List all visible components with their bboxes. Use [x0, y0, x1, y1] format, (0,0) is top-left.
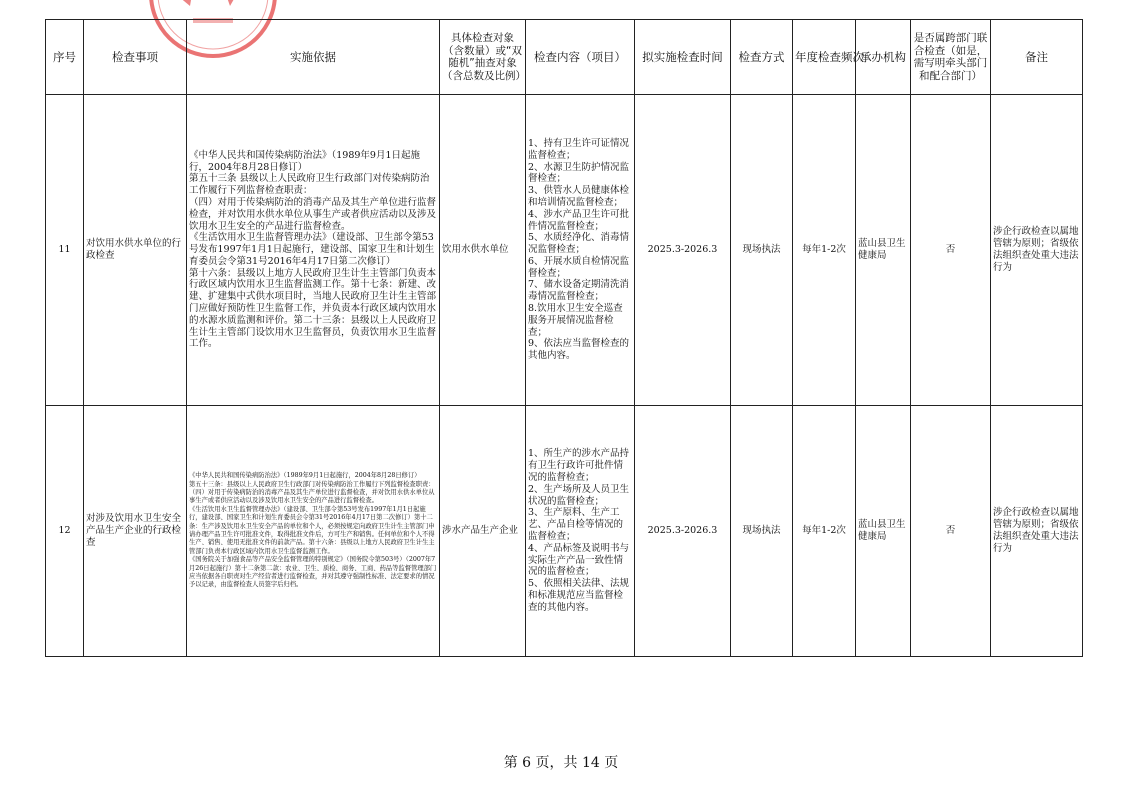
header-content: 检查内容（项目） [526, 20, 635, 95]
row-remark: 涉企行政检查以属地管辖为原则；省级依法组织查处重大违法行为 [991, 406, 1083, 657]
row-remark: 涉企行政检查以属地管辖为原则；省级依法组织查处重大违法行为 [991, 95, 1083, 406]
row-joint: 否 [911, 406, 991, 657]
row-joint: 否 [911, 95, 991, 406]
row-object: 涉水产品生产企业 [440, 406, 526, 657]
header-basis: 实施依据 [187, 20, 440, 95]
header-org: 承办机构 [856, 20, 911, 95]
row-item: 对饮用水供水单位的行政检查 [84, 95, 187, 406]
row-content: 1、持有卫生许可证情况监督检查； 2、水源卫生防护情况监督检查； 3、供管水人员健康体检和培训情况监督检查； 4、涉水产品卫生许可批件情况监督检查； 5、水质经净化、消毒情况监督检查； 6、开展水质自检情况监督检查； 7、储水设备定期清洗消毒情况监督检查； 8.饮用水卫生安全巡查服务开展情况监督检查； 9、依法应当监督检查的其他内容。 [526, 95, 635, 406]
row-time: 2025.3-2026.3 [635, 95, 731, 406]
row-method: 现场执法 [731, 406, 793, 657]
inspection-table [45, 19, 1083, 657]
row-org: 蓝山县卫生健康局 [856, 95, 911, 406]
row-seq: 11 [46, 95, 84, 406]
table-row [46, 95, 1083, 406]
row-freq: 每年1-2次 [793, 95, 856, 406]
header-remark: 备注 [991, 20, 1083, 95]
header-joint: 是否属跨部门联合检查（如是，需写明牵头部门和配合部门） [911, 20, 991, 95]
header-time: 拟实施检查时间 [635, 20, 731, 95]
header-object: 具体检查对象（含数量）或“双随机”抽查对象（含总数及比例） [440, 20, 526, 95]
header-method: 检查方式 [731, 20, 793, 95]
header-item: 检查事项 [84, 20, 187, 95]
header-seq: 序号 [46, 20, 84, 95]
row-basis: 《中华人民共和国传染病防治法》（1989年9月1日起施行，2004年8月28日修订） 第五十三条：县级以上人民政府卫生行政部门对传染病防治工作履行下列监督检查职责： （四）对用于传染病防治的消毒产品及其生产单位进行监督检查，并对饮用水供水单位从事生产或者供应活动以及涉及饮用水卫生安全的产品进行监督检查。 《生活饮用水卫生监督管理办法》（建设部、卫生部令第53号发布1997年1月1日起施行，建设部、国家卫生和计划生育委员会令第31号2016年4月17日第二次修订）第十二条：生产涉及饮用水卫生安全产品的单位和个人，必须按规定向政府卫生计生主管部门申请办理产品卫生许可批准文件，取得批准文件后，方可生产和销售。任何单位和个人不得生产、销售、使用无批准文件的前款产品。第十六条：县级以上地方人民政府卫生计生主管部门负责本行政区域内饮用水卫生监督监测工作。 《国务院关于加强食品等产品安全监督管理的特别规定》（国务院令第503号）（2007年7月26日起施行）第十二条第二款：农业、卫生、质检、商务、工商、药品等监督管理部门应当依据各自职责对生产经营者进行监督检查，并对其遵守强制性标准、法定要求的情况予以记录，由监督检查人员签字后归档。 [187, 406, 440, 657]
row-org: 蓝山县卫生健康局 [856, 406, 911, 657]
table-header-row [46, 20, 1083, 95]
table-row [46, 406, 1083, 657]
row-content: 1、所生产的涉水产品持有卫生行政许可批件情况的监督检查； 2、生产场所及人员卫生状况的监督检查； 3、生产原料、生产工艺、产品自检等情况的监督检查； 4、产品标签及说明书与实际生产产品一致性情况的监督检查； 5、依照相关法律、法规和标准规范应当监督检查的其他内容。 [526, 406, 635, 657]
row-freq: 每年1-2次 [793, 406, 856, 657]
page-number: 第 6 页，共 14 页 [503, 755, 619, 771]
row-basis: 《中华人民共和国传染病防治法》（1989年9月1日起施行，2004年8月28日修订） 第五十三条 县级以上人民政府卫生行政部门对传染病防治工作履行下列监督检查职责： （四）对用于传染病防治的消毒产品及其生产单位进行监督检查，并对饮用水供水单位从事生产或者供应活动以及涉及饮用水卫生安全的产品进行监督检查。 《生活饮用水卫生监督管理办法》（建设部、卫生部令第53号发布1997年1月1日起施行，建设部、国家卫生和计划生育委员会令第31号2016年4月17日第二次修订） 第十六条：县级以上地方人民政府卫生计生主管部门负责本行政区域内饮用水卫生监督监测工作。第十七条：新建、改建、扩建集中式供水项目时，当地人民政府卫生计生主管部门应做好预防性卫生监督工作，并负责本行政区域内饮用水的水源水质监测和评价。第二十三条：县级以上人民政府卫生计生主管部门设饮用水卫生监督员，负责饮用水卫生监督工作。 [187, 95, 440, 406]
row-item: 对涉及饮用水卫生安全产品生产企业的行政检查 [84, 406, 187, 657]
row-time: 2025.3-2026.3 [635, 406, 731, 657]
header-freq: 年度检查频次 [793, 20, 856, 95]
row-object: 饮用水供水单位 [440, 95, 526, 406]
row-method: 现场执法 [731, 95, 793, 406]
row-seq: 12 [46, 406, 84, 657]
